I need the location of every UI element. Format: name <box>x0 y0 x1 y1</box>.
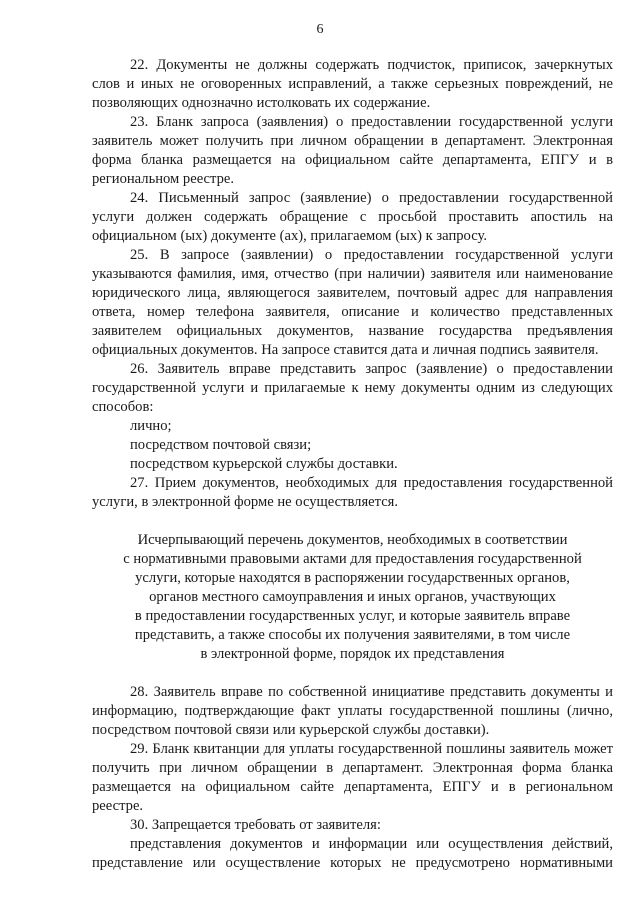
section-heading-line: в предоставлении государственных услуг, и которые заявитель вправе <box>134 608 571 624</box>
paragraph-25: 25. В запросе (заявлении) о предоставлении государственной услуги указываются фамилия, имя, отчество (при наличии) заявителя или наименование юридического лица, являющегося заявителем, почтовый адрес для направления ответа, номер телефона заявителя, описание и количество представленных заявителем официальных документов, название государства предъявления официальных документов. На запросе ставится дата и личная подпись заявителя. <box>92 247 613 358</box>
page-number: 6 <box>316 22 324 37</box>
section-heading <box>92 531 613 664</box>
paragraph-26: 26. Заявитель вправе представить запрос (заявление) о предоставлении государственной услуги и прилагаемые к нему документы одним из следующих способов: <box>92 361 613 415</box>
paragraph-22: 22. Документы не должны содержать подчисток, приписок, зачеркнутых слов и иных не оговоренных исправлений, а также серьезных повреждений, не позволяющих однозначно истолковать их содержание. <box>92 57 613 111</box>
paragraph-27: 27. Прием документов, необходимых для предоставления государственной услуги, в электронной форме не осуществляется. <box>92 475 613 510</box>
paragraph-30: 30. Запрещается требовать от заявителя: <box>130 817 381 833</box>
paragraph-29: 29. Бланк квитанции для уплаты государственной пошлины заявитель может получить при личном обращении в департамент. Электронная форма бланка размещается на официальном сайте департамента, ЕПГУ и в региональном реестре. <box>92 741 613 814</box>
submission-option-post: посредством почтовой связи; <box>130 437 312 453</box>
section-heading-line: услуги, которые находятся в распоряжении государственных органов, <box>135 570 570 586</box>
paragraph-23: 23. Бланк запроса (заявления) о предоставлении государственной услуги заявитель может получить при личном обращении в департамент. Электронная форма бланка размещается на официальном сайте департамента, ЕПГУ и в региональном реестре. <box>92 114 613 187</box>
paragraph-24: 24. Письменный запрос (заявление) о предоставлении государственной услуги должен содержать обращение с просьбой проставить апостиль на официальном (ых) документе (ах), прилагаемом (ых) к запросу. <box>92 190 613 244</box>
section-heading-line: с нормативными правовыми актами для предоставления государственной <box>123 551 582 567</box>
paragraph-28: 28. Заявитель вправе по собственной инициативе представить документы и информацию, подтверждающие факт уплаты государственной пошлины (лично, посредством почтовой связи или курьерской службы доставки). <box>92 684 613 738</box>
document-body <box>92 56 613 873</box>
submission-option-courier: посредством курьерской службы доставки. <box>130 456 398 472</box>
submission-option-in-person: лично; <box>130 418 172 434</box>
section-heading-line: в электронной форме, порядок их представления <box>200 646 505 662</box>
section-heading-line: Исчерпывающий перечень документов, необходимых в соответствии <box>137 532 568 548</box>
section-heading-line: представить, а также способы их получения заявителями, в том числе <box>134 627 571 643</box>
paragraph-30-item-1: представления документов и информации или осуществления действий, представление или осуществление которых не предусмотрено нормативными <box>92 836 613 871</box>
section-heading-line: органов местного самоуправления и иных органов, участвующих <box>149 589 556 605</box>
